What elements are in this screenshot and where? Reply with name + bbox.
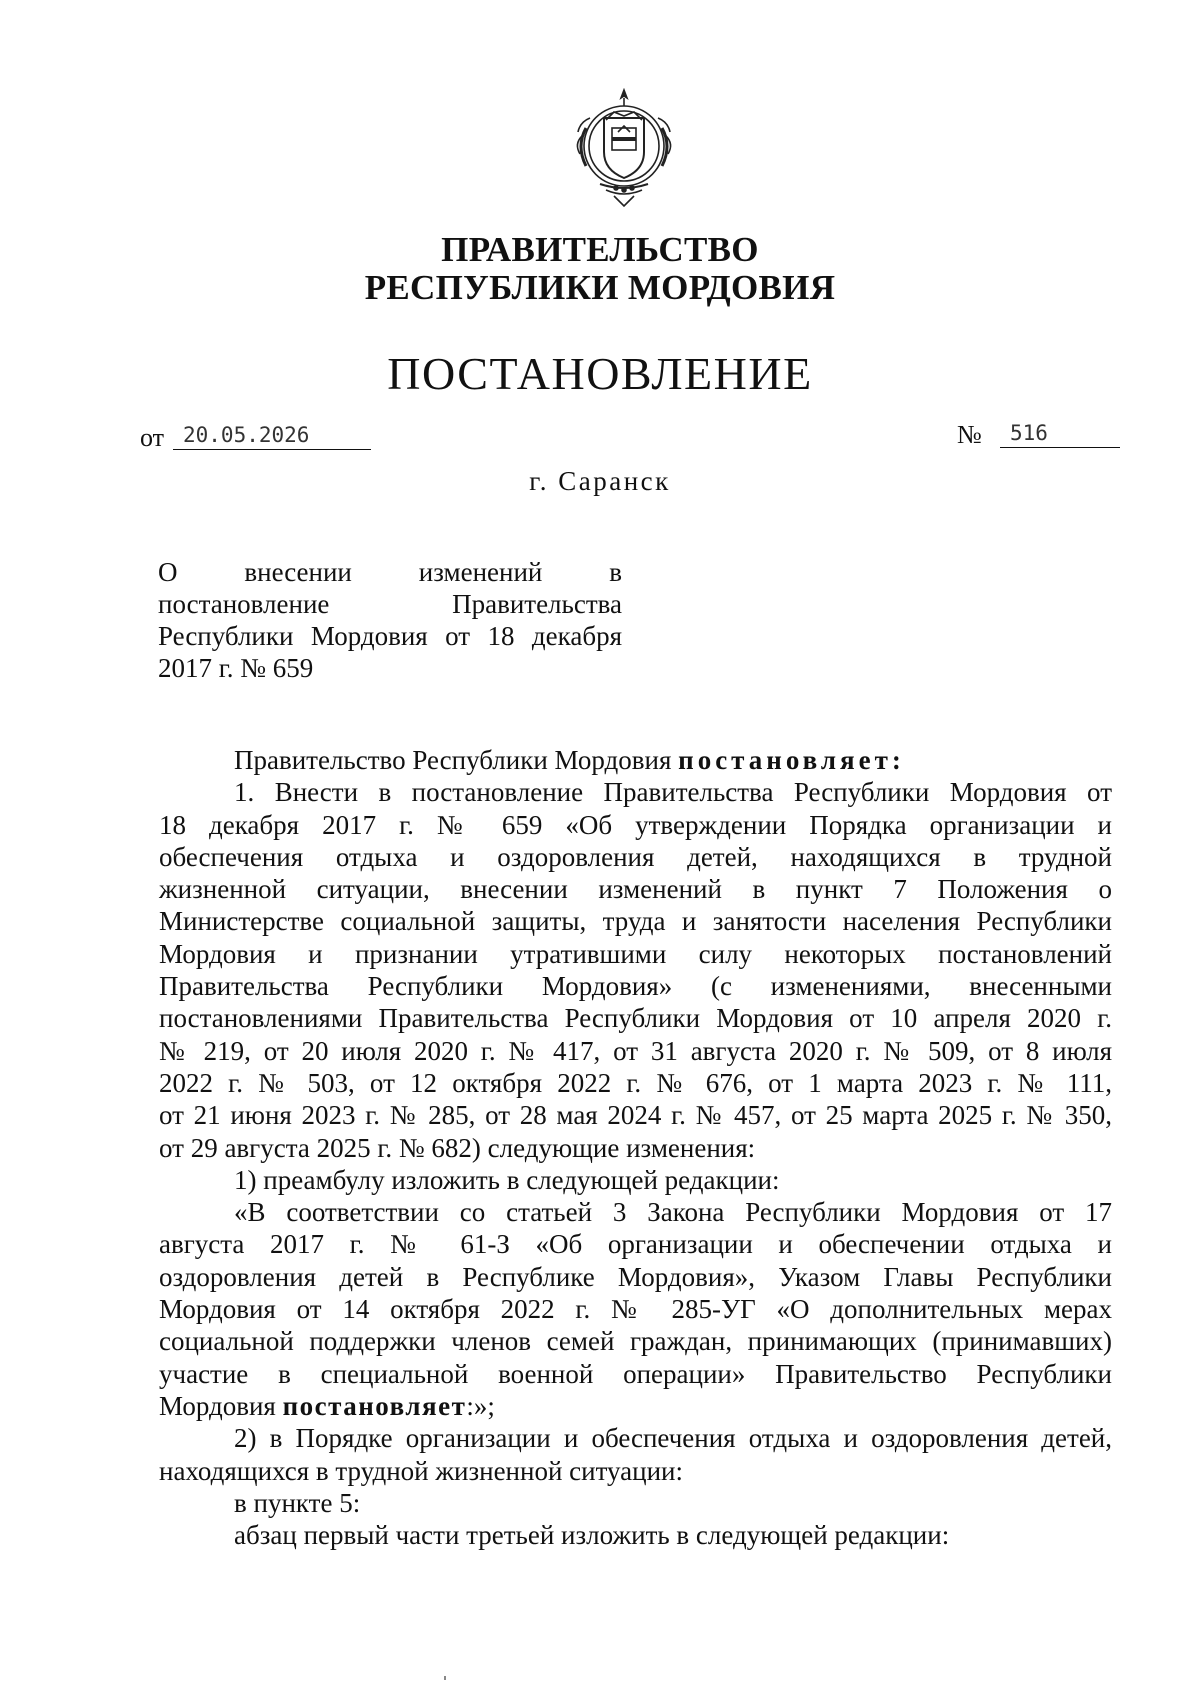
scan-speck (444, 1676, 446, 1680)
body-line: 18 декабря 2017 г. № 659 «Об утверждении Порядка организации и (159, 809, 1112, 840)
number-label: № (957, 420, 982, 449)
body-line: от 21 июня 2023 г. № 285, от 28 мая 2024 г. № 457, от 25 марта 2025 г. № 350, (159, 1100, 1112, 1131)
preamble-text: Правительство Республики Мордовия (234, 745, 672, 775)
org-title-line2: РЕСПУБЛИКИ МОРДОВИЯ (364, 268, 836, 307)
document-body (159, 744, 1112, 1551)
preamble-keyword: постановляет: (678, 745, 905, 775)
document-subject (158, 556, 622, 684)
body-line: Правительства Республики Мордовия» (с изменениями, внесенными (159, 971, 1112, 1002)
body-line: от 29 августа 2025 г. № 682) следующие изменения: (159, 1132, 756, 1163)
body-line: абзац первый части третьей изложить в следующей редакции: (234, 1520, 950, 1551)
number-field: 516 (1000, 418, 1120, 448)
body-line: оздоровления детей в Республике Мордовия», Указом Главы Республики (159, 1261, 1112, 1292)
body-line: жизненной ситуации, внесении изменений в пункт 7 Положения о (159, 874, 1112, 905)
quote-end-suffix: :»; (466, 1390, 495, 1421)
body-line: Министерстве социальной защиты, труда и занятости населения Республики (159, 906, 1112, 937)
document-type-title: ПОСТАНОВЛЕНИЕ (387, 348, 813, 399)
quote-end-line (159, 1390, 1112, 1422)
body-line: обеспечения отдыха и оздоровления детей, находящихся в трудной (159, 841, 1112, 872)
body-line: участие в специальной военной операции» Правительство Республики (159, 1358, 1112, 1389)
date-field: 20.05.2026 (173, 420, 371, 450)
body-line: августа 2017 г. № 61-З «Об организации и обеспечении отдыха и (159, 1229, 1112, 1260)
body-line: социальной поддержки членов семей граждан, принимающих (принимавших) (159, 1326, 1112, 1357)
subject-line: О внесении изменений в (158, 557, 622, 587)
org-title-line1: ПРАВИТЕЛЬСТВО (441, 230, 759, 269)
body-line: 2022 г. № 503, от 12 октября 2022 г. № 676, от 1 марта 2023 г. № 111, (159, 1067, 1112, 1098)
body-line: 2) в Порядке организации и обеспечения отдыха и оздоровления детей, (234, 1423, 1112, 1454)
body-line: Мордовия от 14 октября 2022 г. № 285-УГ «О дополнительных мерах (159, 1294, 1112, 1325)
body-line: «В соответствии со статьей 3 Закона Республики Мордовия от 17 (234, 1197, 1112, 1228)
city-line: г. Саранск (529, 466, 671, 496)
preamble-line (159, 744, 1112, 776)
subject-line: 2017 г. № 659 (158, 653, 314, 683)
body-line: находящихся в трудной жизненной ситуации: (159, 1455, 684, 1486)
coat-of-arms-icon (570, 88, 678, 210)
body-line: 1. Внести в постановление Правительства Республики Мордовия от (234, 777, 1112, 808)
body-line: 1) преамбулу изложить в следующей редакции: (234, 1164, 780, 1195)
quote-end-text: Мордовия (159, 1390, 276, 1421)
subject-line: постановление Правительства (158, 589, 622, 619)
body-line: Мордовия и признании утратившими силу некоторых постановлений (159, 938, 1112, 969)
date-label: от (140, 423, 165, 452)
body-line: в пункте 5: (234, 1487, 361, 1518)
body-line: постановлениями Правительства Республики Мордовия от 10 апреля 2020 г. (159, 1003, 1112, 1034)
body-line: № 219, от 20 июля 2020 г. № 417, от 31 августа 2020 г. № 509, от 8 июля (159, 1035, 1112, 1066)
subject-line: Республики Мордовия от 18 декабря (158, 621, 622, 651)
quote-end-keyword: постановляет (282, 1390, 467, 1421)
